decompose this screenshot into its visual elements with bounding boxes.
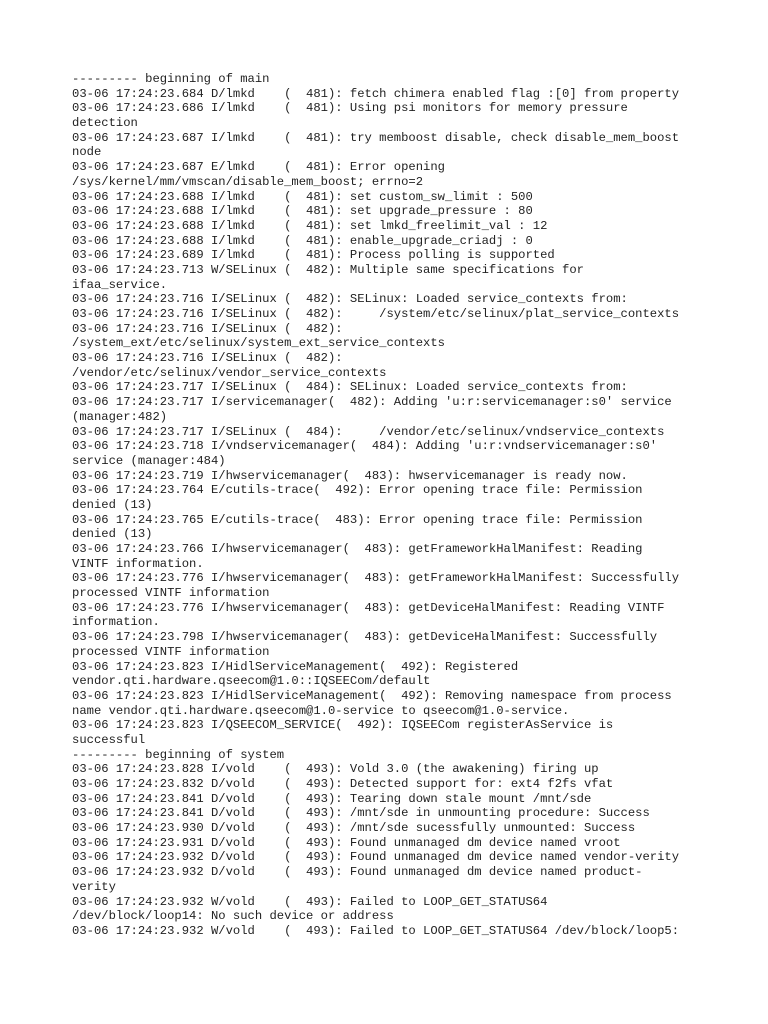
log-line: 03-06 17:24:23.823 I/QSEECOM_SERVICE( 492): IQSEECom registerAsService is [72,718,614,733]
log-line: 03-06 17:24:23.716 I/SELinux ( 482): [72,351,343,366]
log-line: 03-06 17:24:23.716 I/SELinux ( 482): [72,321,343,336]
log-line: /sys/kernel/mm/vmscan/disable_mem_boost; errno=2 [72,174,424,189]
log-line: ifaa_service. [72,277,168,292]
log-line: 03-06 17:24:23.716 I/SELinux ( 482): /system/etc/selinux/plat_service_contexts [72,307,680,321]
log-line: processed VINTF information [72,644,270,659]
log-line: node [72,145,102,160]
log-line: 03-06 17:24:23.932 D/vold ( 493): Found unmanaged dm device named vendor-verity [72,850,680,865]
log-line: 03-06 17:24:23.832 D/vold ( 493): Detected support for: ext4 f2fs vfat [72,777,614,791]
log-line: 03-06 17:24:23.686 I/lmkd ( 481): Using psi monitors for memory pressure [72,101,628,116]
log-line: (manager:482) [72,409,168,424]
log-line: 03-06 17:24:23.776 I/hwservicemanager( 483): getDeviceHalManifest: Reading VINTF [72,600,665,615]
log-line: 03-06 17:24:23.823 I/HidlServiceManagement( 492): Registered [72,659,519,674]
log-line: verity [72,879,116,894]
log-line: 03-06 17:24:23.828 I/vold ( 493): Vold 3.0 (the awakening) firing up [72,762,599,777]
log-line: vendor.qti.hardware.qseecom@1.0::IQSEECom/default [72,674,431,689]
log-line: denied (13) [72,527,153,542]
log-line: 03-06 17:24:23.841 D/vold ( 493): Tearing down stale mount /mnt/sde [72,791,592,806]
log-line: 03-06 17:24:23.717 I/servicemanager( 482): Adding 'u:r:servicemanager:s0' service [72,395,672,410]
log-line: 03-06 17:24:23.716 I/SELinux ( 482): SELinux: Loaded service_contexts from: [72,292,628,307]
log-line: 03-06 17:24:23.688 I/lmkd ( 481): set custom_sw_limit : 500 [72,189,533,204]
log-line: 03-06 17:24:23.713 W/SELinux ( 482): Multiple same specifications for [72,262,584,277]
log-line: 03-06 17:24:23.719 I/hwservicemanager( 483): hwservicemanager is ready now. [72,468,628,483]
log-line: 03-06 17:24:23.930 D/vold ( 493): /mnt/sde sucessfully unmounted: Success [72,821,636,836]
log-line: 03-06 17:24:23.687 E/lmkd ( 481): Error opening [72,160,445,175]
log-line: --------- beginning of system [72,747,285,762]
log-line: detection [72,116,138,131]
log-line: 03-06 17:24:23.932 D/vold ( 493): Found unmanaged dm device named product- [72,865,643,880]
log-line: /dev/block/loop14: No such device or address [72,909,394,924]
log-line: 03-06 17:24:23.687 I/lmkd ( 481): try memboost disable, check disable_mem_boost [72,130,680,145]
log-line: 03-06 17:24:23.932 W/vold ( 493): Failed to LOOP_GET_STATUS64 /dev/block/loop5: [72,923,680,938]
log-line: 03-06 17:24:23.765 E/cutils-trace( 483): Error opening trace file: Permission [72,512,643,527]
log-line: 03-06 17:24:23.689 I/lmkd ( 481): Process polling is supported [72,248,555,263]
log-line: 03-06 17:24:23.688 I/lmkd ( 481): set upgrade_pressure : 80 [72,204,533,219]
log-line: denied (13) [72,497,153,512]
log-line: successful [72,732,146,747]
log-line: 03-06 17:24:23.776 I/hwservicemanager( 483): getFrameworkHalManifest: Successfully [72,571,680,586]
log-document [72,72,712,939]
log-line: 03-06 17:24:23.717 I/SELinux ( 484): SELinux: Loaded service_contexts from: [72,380,628,395]
log-line: 03-06 17:24:23.798 I/hwservicemanager( 483): getDeviceHalManifest: Successfully [72,630,658,645]
log-line: service (manager:484) [72,453,226,468]
log-line: --------- beginning of main [72,72,270,86]
log-line: 03-06 17:24:23.766 I/hwservicemanager( 483): getFrameworkHalManifest: Reading [72,542,643,556]
log-line: 03-06 17:24:23.841 D/vold ( 493): /mnt/sde in unmounting procedure: Success [72,806,650,821]
log-line: 03-06 17:24:23.688 I/lmkd ( 481): enable_upgrade_criadj : 0 [72,233,533,248]
log-line: 03-06 17:24:23.823 I/HidlServiceManagement( 492): Removing namespace from process [72,688,672,703]
log-line: processed VINTF information [72,586,270,601]
log-line: /vendor/etc/selinux/vendor_service_contexts [72,365,387,380]
log-line: 03-06 17:24:23.931 D/vold ( 493): Found unmanaged dm device named vroot [72,835,621,850]
log-line: /system_ext/etc/selinux/system_ext_service_contexts [72,336,445,351]
log-line: 03-06 17:24:23.764 E/cutils-trace( 492): Error opening trace file: Permission [72,483,643,498]
log-line: 03-06 17:24:23.684 D/lmkd ( 481): fetch chimera enabled flag :[0] from property [72,86,680,101]
log-line: 03-06 17:24:23.932 W/vold ( 493): Failed to LOOP_GET_STATUS64 [72,894,548,909]
log-line: information. [72,615,160,630]
log-line: 03-06 17:24:23.718 I/vndservicemanager( 484): Adding 'u:r:vndservicemanager:s0' [72,439,658,454]
log-line: 03-06 17:24:23.688 I/lmkd ( 481): set lmkd_freelimit_val : 12 [72,218,548,233]
log-line: VINTF information. [72,556,204,571]
log-line: name vendor.qti.hardware.qseecom@1.0-service to qseecom@1.0-service. [72,703,570,718]
log-line: 03-06 17:24:23.717 I/SELinux ( 484): /vendor/etc/selinux/vndservice_contexts [72,424,665,439]
